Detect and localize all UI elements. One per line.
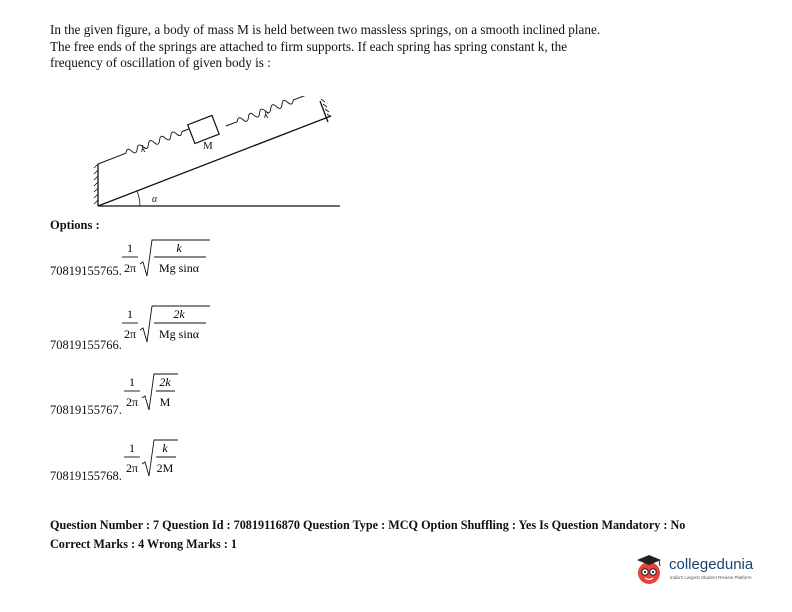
angle-label: α <box>152 194 158 205</box>
right-spring <box>225 96 320 129</box>
formula-numerator: 1 <box>127 241 133 255</box>
formula-denominator: 2π <box>125 461 139 475</box>
radicand-top: k <box>176 241 182 255</box>
formula-denominator: 2π <box>123 327 137 341</box>
option-id-1[interactable]: 70819155765. <box>50 264 122 278</box>
radicand-bottom: Mg sinα <box>159 261 199 275</box>
question-text: In the given figure, a body of mass M is held between two massless springs, on a smooth inclined plane. The free ends of the springs are attached to firm supports. If each spring has spring constant k, the frequency of oscillation of given body is : <box>50 22 601 70</box>
formula-denominator: 2π <box>123 261 137 275</box>
options-label: Options : <box>50 218 100 232</box>
option-formula-4[interactable] <box>120 436 190 482</box>
spring-label-left: k <box>141 144 146 155</box>
question-meta-line: Question Number : 7 Question Id : 70819116870 Question Type : MCQ Option Shuffling : Yes Is Question Mandatory : No <box>50 518 686 532</box>
mass-label: M <box>203 140 213 152</box>
option-id-3[interactable]: 70819155767. <box>50 403 122 417</box>
option-formula-1[interactable] <box>118 236 218 282</box>
radicand-bottom: M <box>159 395 171 409</box>
mascot-icon <box>633 554 667 588</box>
logo-name: collegedunia <box>669 556 754 573</box>
formula-numerator: 1 <box>129 441 135 455</box>
option-id-4[interactable]: 70819155768. <box>50 469 122 483</box>
radicand-bottom: Mg sinα <box>159 327 199 341</box>
option-formula-3[interactable] <box>120 370 190 416</box>
inclined-plane-figure <box>88 96 348 212</box>
left-support <box>94 164 98 206</box>
angle-arc <box>137 191 140 206</box>
left-spring <box>97 124 196 167</box>
formula-numerator: 1 <box>129 375 135 389</box>
option-id-2[interactable]: 70819155766. <box>50 338 122 352</box>
radicand-top: 2k <box>159 375 171 389</box>
radicand-top: 2k <box>173 307 185 321</box>
radicand-bottom: 2M <box>156 461 174 475</box>
formula-denominator: 2π <box>125 395 139 409</box>
marks-line: Correct Marks : 4 Wrong Marks : 1 <box>50 537 237 551</box>
logo-tagline: India's Largest Student Review Platform <box>670 575 752 580</box>
radicand-top: k <box>162 441 168 455</box>
option-formula-2[interactable] <box>118 302 218 348</box>
spring-label-right: k <box>264 110 269 121</box>
formula-numerator: 1 <box>127 307 133 321</box>
collegedunia-logo[interactable] <box>633 554 754 593</box>
